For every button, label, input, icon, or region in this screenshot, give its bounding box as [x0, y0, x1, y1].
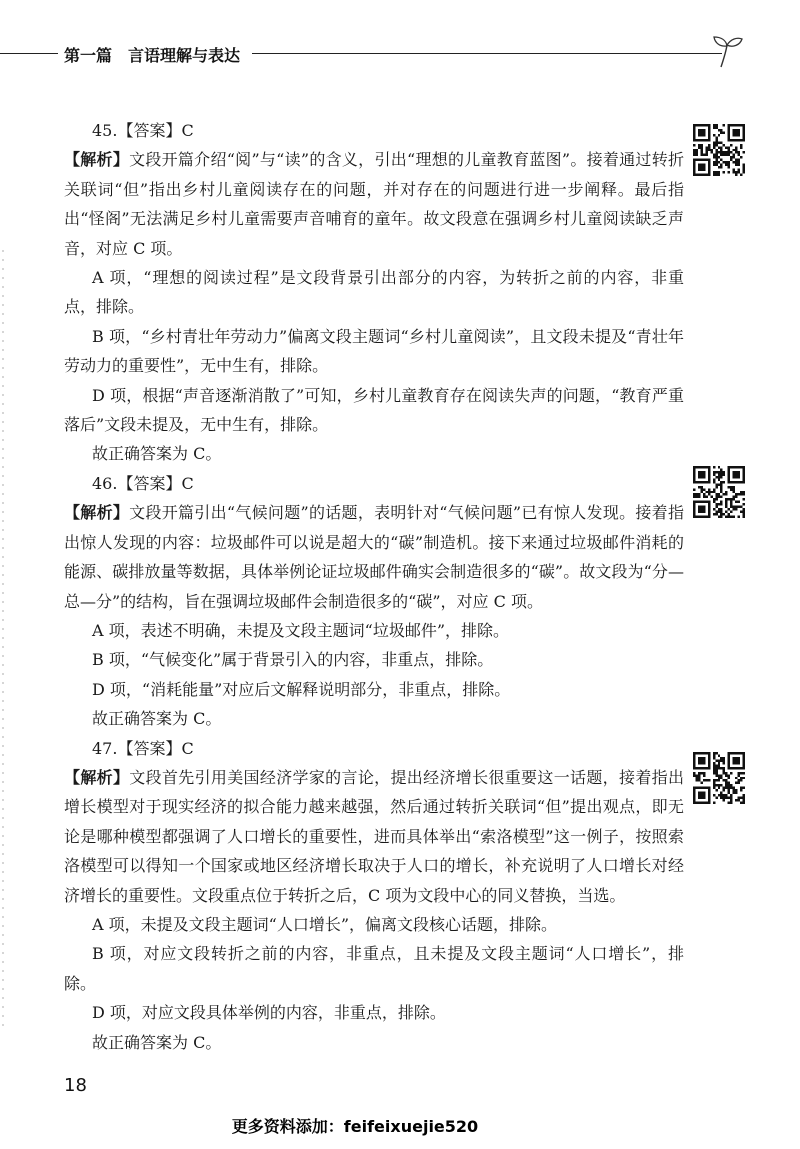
qr-code-icon[interactable]	[693, 124, 745, 176]
header-title	[64, 43, 240, 66]
answer-47: 47.【答案】C	[92, 738, 194, 758]
header-rule-right	[252, 53, 722, 54]
running-header	[0, 34, 800, 74]
explanation-45	[64, 145, 684, 263]
option-45-d: D 项，根据“声音逐渐消散了”可知，乡村儿童教育存在阅读失声的问题，“教育严重落后”文段未提及，无中生有，排除。	[64, 385, 684, 435]
answer-45: 45.【答案】C	[92, 121, 194, 140]
option-47-a: A 项，未提及文段主题词“人口增长”，偏离文段核心话题，排除。	[92, 914, 558, 934]
option-47-b: B 项，对应文段转折之前的内容，非重点，且未提及文段主题词“人口增长”，排除。	[64, 944, 684, 993]
explanation-47	[64, 763, 684, 910]
option-45-a: A 项，“理想的阅读过程”是文段背景引出部分的内容，为转折之前的内容，非重点，排除。	[64, 268, 684, 317]
conclusion-45: 故正确答案为 C。	[92, 444, 222, 464]
option-46-a: A 项，表述不明确，未提及文段主题词“垃圾邮件”，排除。	[92, 620, 510, 640]
explanation-text: 文段首先引用美国经济学家的言论，提出经济增长很重要这一话题，接着指出增长模型对于现实经济的拟合能力越来越强，然后通过转折关联词“但”提出观点，即无论是哪种模型都强调了人口增长的重要性，进而具体举出“索洛模型”这一例子，按照索洛模型可以得知一个国家或地区经济增长取决于人口的增长，补充说明了人口增长对经济增长的重要性。文段重点位于转折之后，C 项为文段中心的同义替换，当选。	[64, 767, 684, 905]
scan-edge-dots	[2, 250, 4, 1030]
header-rule-left	[0, 53, 58, 54]
option-46-d: D 项，“消耗能量”对应后文解释说明部分，非重点，排除。	[92, 679, 511, 699]
explanation-46	[64, 498, 684, 616]
page-number: 18	[64, 1075, 87, 1096]
sprout-icon	[712, 34, 744, 68]
conclusion-46: 故正确答案为 C。	[92, 709, 222, 729]
explanation-tag: 【解析】	[64, 150, 130, 170]
footer-note: 更多资料添加：feifeixuejie520	[231, 1117, 479, 1136]
explanation-tag: 【解析】	[64, 767, 130, 787]
explanation-tag: 【解析】	[64, 503, 130, 523]
option-45-b: B 项，“乡村青壮年劳动力”偏离文段主题词“乡村儿童阅读”，且文段未提及“青壮年劳动力的重要性”，无中生有，排除。	[64, 326, 684, 376]
header-part: 第一篇	[64, 46, 113, 65]
answer-46: 46.【答案】C	[92, 473, 194, 493]
header-section-title: 言语理解与表达	[128, 46, 241, 65]
answer-explanations	[64, 116, 684, 1057]
qr-code-icon[interactable]	[693, 752, 745, 804]
explanation-text: 文段开篇介绍“阅”与“读”的含义，引出“理想的儿童教育蓝图”。接着通过转折关联词“但”指出乡村儿童阅读存在的问题，并对存在的问题进行进一步阐释。最后指出“怪阁”无法满足乡村儿童需要声音哺育的童年。故文段意在强调乡村儿童阅读缺乏声音，对应 C 项。	[64, 150, 684, 258]
option-47-d: D 项，对应文段具体举例的内容，非重点，排除。	[92, 1003, 446, 1023]
conclusion-47: 故正确答案为 C。	[92, 1032, 222, 1052]
qr-code-icon[interactable]	[693, 466, 745, 518]
explanation-text: 文段开篇引出“气候问题”的话题，表明针对“气候问题”已有惊人发现。接着指出惊人发现的内容：垃圾邮件可以说是超大的“碳”制造机。接下来通过垃圾邮件消耗的能源、碳排放量等数据，具体举例论证垃圾邮件确实会制造很多的“碳”。故文段为“分—总—分”的结构，旨在强调垃圾邮件会制造很多的“碳”，对应 C 项。	[64, 503, 684, 611]
option-46-b: B 项，“气候变化”属于背景引入的内容，非重点，排除。	[92, 650, 494, 670]
